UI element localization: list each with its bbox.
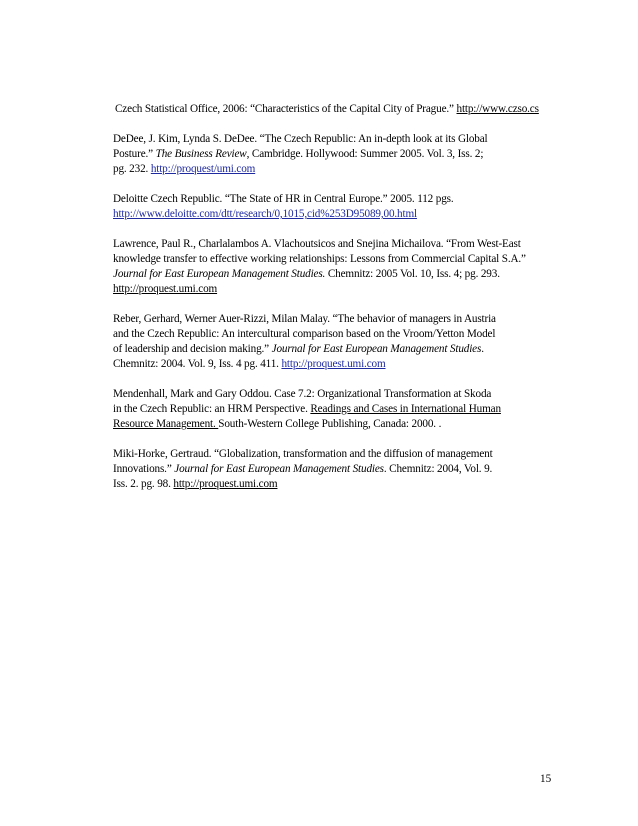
page-number: 15: [540, 773, 552, 785]
reference-entry-lawrence: [113, 237, 613, 297]
reference-entry-deloitte: [113, 192, 613, 222]
reference-text: in the Czech Republic: an HRM Perspective.: [113, 403, 311, 415]
reference-text: Czech Statistical Office, 2006: “Characteristics of the Capital City of Prague.”: [115, 103, 457, 115]
reference-text: Iss. 2. pg. 98.: [113, 478, 174, 490]
reference-line: [113, 162, 613, 177]
reference-line: Reber, Gerhard, Werner Auer-Rizzi, Milan Malay. “The behavior of managers in Austria: [113, 313, 496, 325]
reference-line: Deloitte Czech Republic. “The State of HR in Central Europe.” 2005. 112 pgs.: [113, 193, 454, 205]
reference-line: Mendenhall, Mark and Gary Oddou. Case 7.2: Organizational Transformation at Skoda: [113, 388, 492, 400]
journal-title: Journal for East European Management Studies: [174, 463, 384, 475]
reference-link[interactable]: http://proquest/umi.com: [150, 163, 256, 175]
reference-text: . Chemnitz: 2004, Vol. 9.: [383, 463, 493, 475]
journal-title: Journal for East European Management Studies: [271, 343, 482, 355]
reference-line: [113, 462, 613, 477]
reference-text: Innovations.”: [113, 463, 175, 475]
journal-title: The Business Review: [155, 148, 247, 160]
reference-line: [113, 207, 613, 222]
reference-line: knowledge transfer to effective working relationships: Lessons from Commercial Capital S.A.”: [113, 253, 526, 265]
reference-line: [113, 342, 613, 357]
reference-text: Chemnitz: 2004. Vol. 9, Iss. 4 pg. 411.: [113, 358, 282, 370]
reference-link[interactable]: http://proquest.umi.com: [281, 358, 386, 370]
reference-text: of leadership and decision making.”: [113, 343, 272, 355]
reference-line: [115, 102, 613, 117]
reference-link[interactable]: http://proquest.umi.com: [173, 478, 278, 490]
reference-line: Miki-Horke, Gertraud. “Globalization, transformation and the diffusion of management: [113, 448, 493, 460]
reference-text: , Cambridge. Hollywood: Summer 2005. Vol. 3, Iss. 2;: [246, 148, 484, 160]
reference-link[interactable]: http://www.czso.cs: [456, 103, 539, 115]
reference-entry-dedee: [113, 132, 613, 177]
reference-text: Chemnitz: 2005 Vol. 10, Iss. 4; pg. 293.: [325, 268, 500, 280]
reference-line: [113, 357, 613, 372]
reference-line: [113, 417, 613, 432]
reference-link[interactable]: http://proquest.umi.com: [113, 283, 218, 295]
reference-line: [113, 402, 613, 417]
reference-list: [113, 102, 613, 507]
reference-text: Posture.”: [113, 148, 156, 160]
reference-line: [113, 147, 613, 162]
reference-text: South-Western College Publishing, Canada: 2000. .: [218, 418, 442, 430]
reference-link[interactable]: http://www.deloitte.com/dtt/research/0,1015,cid%253D95089,00.html: [113, 208, 417, 220]
reference-entry-miki-horke: [113, 447, 613, 492]
reference-line: Lawrence, Paul R., Charlalambos A. Vlachoutsicos and Snejina Michailova. “From West-East: [113, 238, 521, 250]
reference-line: DeDee, J. Kim, Lynda S. DeDee. “The Czech Republic: An in-depth look at its Global: [113, 133, 488, 145]
book-title: Readings and Cases in International Human: [310, 403, 501, 415]
reference-text: .: [481, 343, 484, 355]
reference-line: [113, 267, 613, 282]
reference-text: pg. 232.: [113, 163, 151, 175]
reference-line: [113, 282, 613, 297]
reference-entry-reber: [113, 312, 613, 372]
reference-line: [113, 477, 613, 492]
book-title: Resource Management.: [113, 418, 219, 430]
reference-entry-mendenhall: [113, 387, 613, 432]
reference-entry-czso: [113, 102, 613, 117]
journal-title: Journal for East European Management Studies.: [113, 268, 326, 280]
reference-line: and the Czech Republic: An intercultural comparison based on the Vroom/Yetton Model: [113, 328, 496, 340]
